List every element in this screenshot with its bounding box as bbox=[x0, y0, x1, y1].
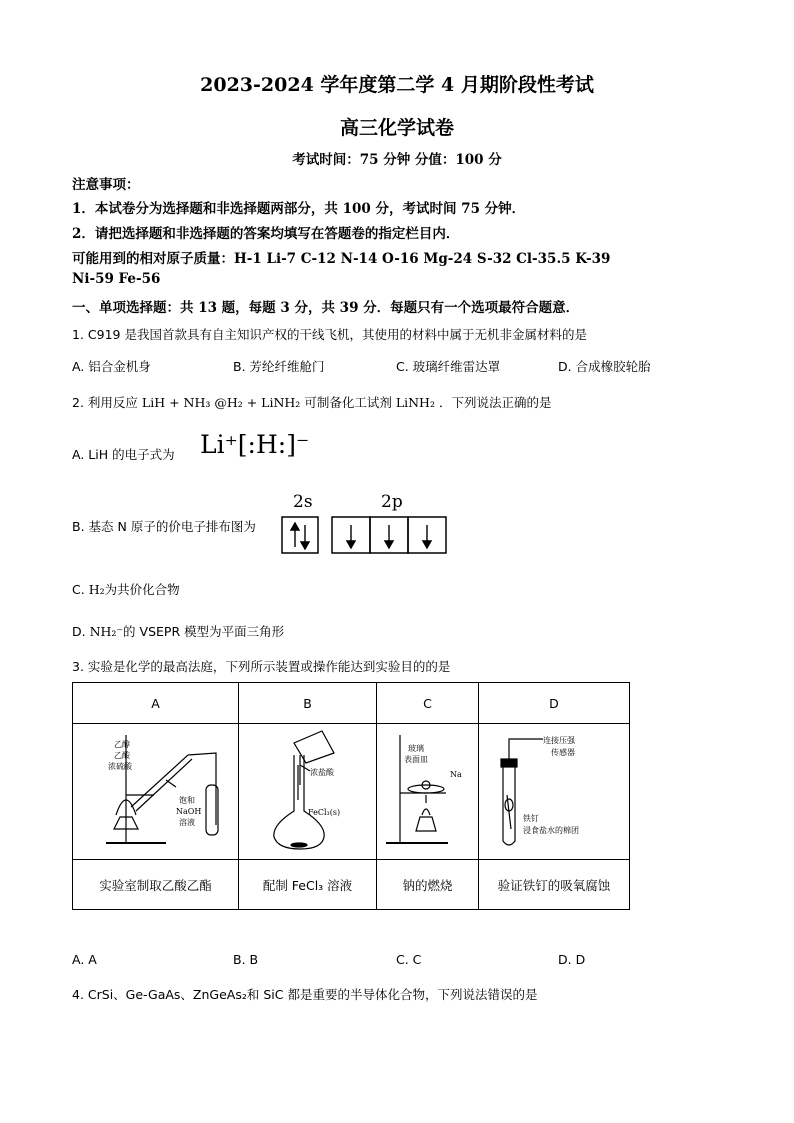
q2-stem-post: ．下列说法正确的是 bbox=[438, 395, 552, 410]
q2-option-a-electron-formula: Li⁺[:H:]⁻ bbox=[200, 430, 310, 459]
label-watch-glass: 表面皿 bbox=[403, 755, 428, 764]
q3-option-d: D. D bbox=[558, 952, 586, 967]
q2-option-c bbox=[72, 580, 180, 598]
paper-subtitle: 高三化学试卷 bbox=[339, 117, 454, 139]
question-2-stem bbox=[72, 393, 551, 411]
q2-option-d-text: 的 VSEPR 模型为平面三角形 bbox=[123, 624, 285, 639]
label-glass: 玻璃 bbox=[407, 744, 424, 753]
q3-option-c: C. C bbox=[396, 952, 422, 967]
q1-option-d: D. 合成橡胶轮胎 bbox=[558, 359, 651, 374]
label-acetic-acid: 乙酸 bbox=[113, 751, 130, 760]
label-fecl3-solid: FeCl₃(s) bbox=[307, 808, 340, 817]
q3-option-a: A. A bbox=[72, 952, 97, 967]
q2-option-c-letter: C. bbox=[72, 582, 85, 597]
q2-stem-pre: 2. 利用反应 bbox=[72, 395, 138, 410]
exam-title: 2023-2024 学年度第二学 4 月期阶段性考试 bbox=[200, 74, 594, 96]
orbital-box-2s bbox=[282, 517, 318, 553]
question-1-stem: 1. C919 是我国首款具有自主知识产权的干线飞机，其使用的材料中属于无机非金属材料的是 bbox=[72, 327, 587, 342]
caption-c: 钠的燃烧 bbox=[377, 860, 479, 910]
label-solution: 溶液 bbox=[178, 818, 195, 827]
q2-reaction-equation: LiH + NH₃ @H₂ + LiNH₂ bbox=[141, 395, 301, 410]
section-heading: 一、单项选择题：共 13 题，每题 3 分，共 39 分．每题只有一个选项最符合题意． bbox=[72, 300, 580, 316]
q2-reagent: LiNH₂ bbox=[395, 395, 435, 410]
ester-preparation-apparatus bbox=[76, 725, 236, 855]
label-salt-cotton: 浸食盐水的棉团 bbox=[523, 826, 579, 835]
q2-option-b-text: B. 基态 N 原子的价电子排布图为 bbox=[72, 519, 256, 534]
q2-option-d-formula: NH₂⁻ bbox=[89, 624, 124, 639]
atomic-masses-line-1: 可能用到的相对原子质量：H-1 Li-7 C-12 N-14 O-16 Mg-24 S-32 Cl-35.5 K-39 bbox=[72, 251, 611, 267]
caption-d: 验证铁钉的吸氧腐蚀 bbox=[479, 860, 630, 910]
valence-orbital-diagram bbox=[280, 515, 450, 555]
caption-b: 配制 FeCl₃ 溶液 bbox=[239, 860, 377, 910]
question-3-stem: 3. 实验是化学的最高法庭，下列所示装置或操作能达到实验目的的是 bbox=[72, 659, 451, 674]
q1-option-c: C. 玻璃纤维雷达罩 bbox=[396, 359, 501, 374]
label-hydrochloric-acid: 浓盐酸 bbox=[309, 768, 334, 777]
notice-heading: 注意事项： bbox=[72, 177, 140, 193]
caption-a: 实验室制取乙酸乙酯 bbox=[73, 860, 239, 910]
apparatus-d-cell bbox=[479, 724, 630, 860]
experiment-table bbox=[72, 682, 630, 910]
label-pressure-sensor-2: 传感器 bbox=[551, 748, 575, 757]
q2-option-c-text: 为共价化合物 bbox=[104, 582, 180, 597]
q3-option-b: B. B bbox=[233, 952, 259, 967]
label-saturated: 饱和 bbox=[178, 796, 195, 805]
q2-stem-mid: 可制备化工试剂 bbox=[304, 395, 392, 410]
sodium-burning-apparatus bbox=[380, 725, 476, 855]
label-iron-nail: 铁钉 bbox=[523, 814, 539, 823]
apparatus-c-cell bbox=[377, 724, 479, 860]
exam-info: 考试时间：75 分钟 分值：100 分 bbox=[292, 152, 502, 168]
q1-option-b: B. 芳纶纤维舱门 bbox=[233, 359, 325, 374]
table-header-a: A bbox=[73, 683, 239, 724]
q2-option-d-letter: D. bbox=[72, 624, 86, 639]
table-header-d: D bbox=[479, 683, 630, 724]
q1-option-a: A. 铝合金机身 bbox=[72, 359, 151, 374]
label-sulfuric-acid: 浓硫酸 bbox=[107, 762, 132, 771]
q2-option-d bbox=[72, 622, 284, 640]
table-header-c: C bbox=[377, 683, 479, 724]
label-pressure-sensor-1: 连接压强 bbox=[543, 736, 575, 745]
apparatus-b-cell bbox=[239, 724, 377, 860]
oxygen-corrosion-apparatus bbox=[481, 725, 627, 855]
label-ethanol: 乙醇 bbox=[113, 740, 130, 749]
orbital-label-2s: 2s bbox=[293, 492, 313, 512]
notice-item-1: 1．本试卷分为选择题和非选择题两部分，共 100 分，考试时间 75 分钟． bbox=[72, 201, 526, 217]
table-header-b: B bbox=[239, 683, 377, 724]
apparatus-a-cell bbox=[73, 724, 239, 860]
question-4-stem: 4. CrSi、Ge-GaAs、ZnGeAs₂和 SiC 都是重要的半导体化合物，下列说法错误的是 bbox=[72, 987, 538, 1002]
atomic-masses-line-2: Ni-59 Fe-56 bbox=[72, 271, 161, 287]
label-naoh: NaOH bbox=[175, 807, 201, 816]
orbital-label-2p: 2p bbox=[381, 492, 403, 512]
q2-option-a-text: A. LiH 的电子式为 bbox=[72, 447, 175, 462]
solution-preparation-apparatus bbox=[242, 725, 374, 855]
q2-option-c-formula: H₂ bbox=[88, 582, 105, 597]
label-sodium: Na bbox=[449, 770, 462, 779]
notice-item-2: 2．请把选择题和非选择题的答案均填写在答题卷的指定栏目内． bbox=[72, 226, 460, 242]
